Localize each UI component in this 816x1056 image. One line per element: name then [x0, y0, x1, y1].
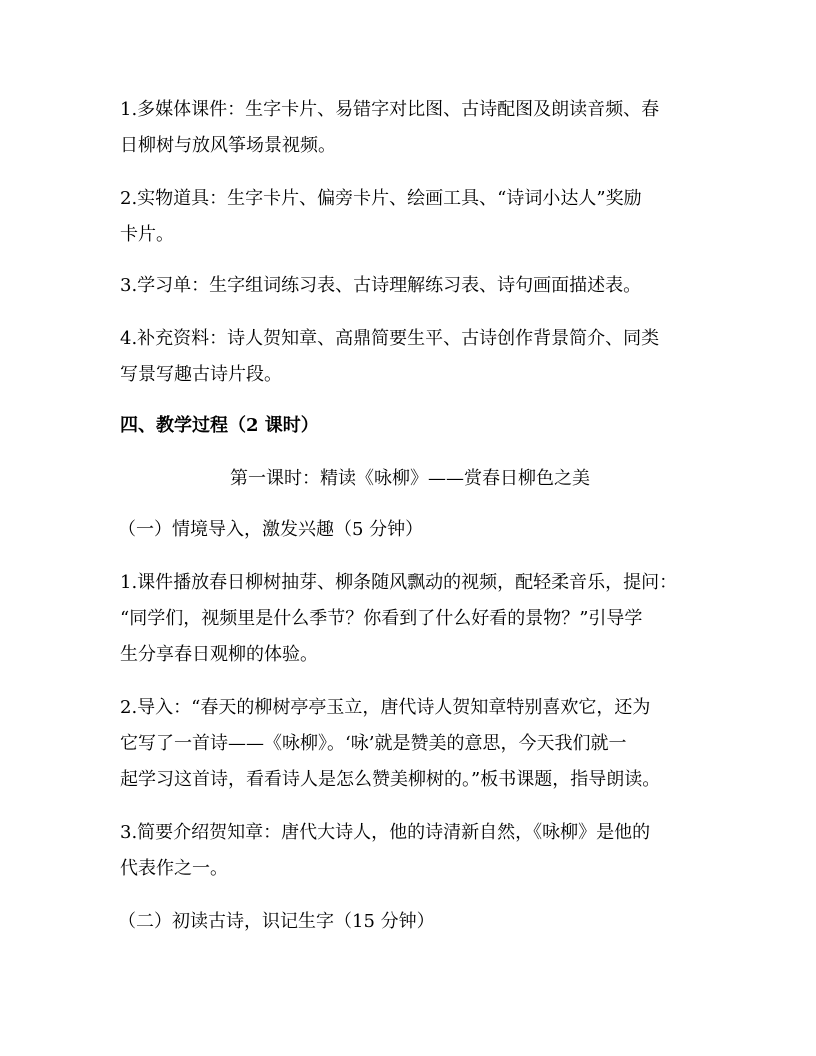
- step-3-line-2: 代表作之一。: [120, 858, 228, 879]
- step-1-line-3: 生分享春日观柳的体验。: [120, 644, 318, 665]
- materials-item-2-line-2: 卡片。: [120, 224, 174, 245]
- materials-item-2-line-1: 2.实物道具：生字卡片、偏旁卡片、绘画工具、“诗词小达人”奖励: [120, 188, 642, 209]
- lesson-title: 第一课时：精读《咏柳》——赏春日柳色之美: [230, 468, 590, 489]
- section-heading-teaching-process: 四、教学过程（2 课时）: [120, 415, 319, 436]
- subsection-heading-2: （二）初读古诗，识记生字（15 分钟）: [118, 911, 435, 932]
- step-3-line-1: 3.简要介绍贺知章：唐代大诗人，他的诗清新自然，《咏柳》是他的: [120, 822, 651, 843]
- materials-item-4-line-2: 写景写趣古诗片段。: [120, 364, 282, 385]
- materials-item-1-line-2: 日柳树与放风筝场景视频。: [120, 135, 336, 156]
- step-1-line-2: “同学们，视频里是什么季节？你看到了什么好看的景物？”引导学: [120, 608, 643, 629]
- subsection-heading-1: （一）情境导入，激发兴趣（5 分钟）: [118, 519, 424, 540]
- step-1-line-1: 1.课件播放春日柳树抽芽、柳条随风飘动的视频，配轻柔音乐，提问：: [120, 572, 678, 593]
- step-2-line-2: 它写了一首诗——《咏柳》。‘咏’就是赞美的意思，今天我们就一: [120, 733, 627, 754]
- step-2-line-1: 2.导入：“春天的柳树亭亭玉立，唐代诗人贺知章特别喜欢它，还为: [120, 697, 651, 718]
- materials-item-4-line-1: 4.补充资料：诗人贺知章、高鼎简要生平、古诗创作背景简介、同类: [120, 328, 660, 349]
- step-2-line-3: 起学习这首诗，看看诗人是怎么赞美柳树的。”板书课题，指导朗读。: [120, 769, 661, 790]
- materials-item-3: 3.学习单：生字组词练习表、古诗理解练习表、诗句画面描述表。: [120, 275, 642, 296]
- materials-item-1-line-1: 1.多媒体课件：生字卡片、易错字对比图、古诗配图及朗读音频、春: [120, 99, 660, 120]
